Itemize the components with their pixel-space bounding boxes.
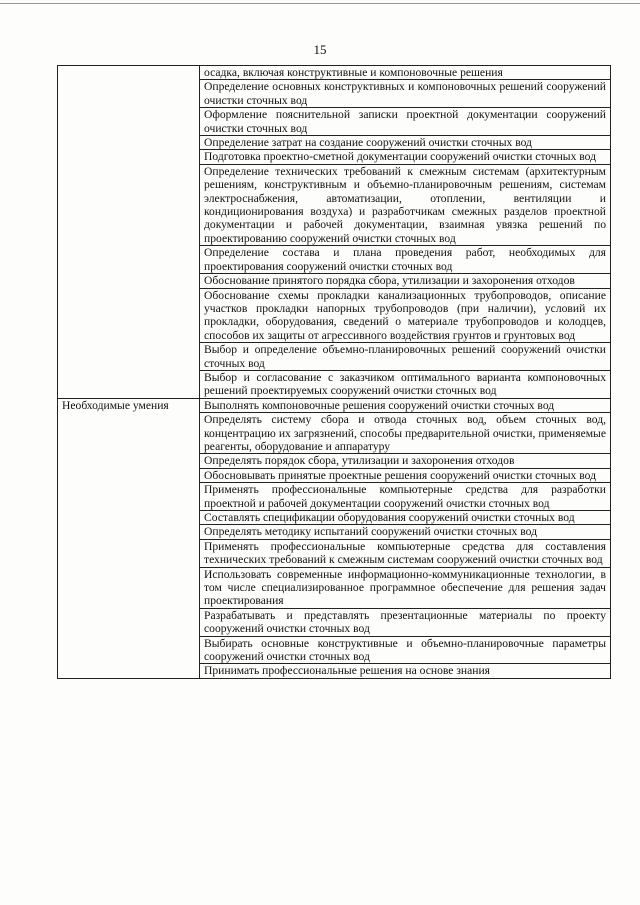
table-cell [200,413,611,454]
cell-text: Принимать профессиональные решения на основе знания [204,664,491,678]
table-cell [200,664,611,678]
table-cell [200,398,611,412]
table-cell [200,454,611,468]
table-cell [200,288,611,343]
table-cell [200,511,611,525]
requirements-table [57,65,611,679]
cell-text: Выполнять компоновочные решения сооружений очистки сточных вод [204,398,555,412]
cell-text: Определять систему сбора и отвода сточных вод, объем сточных вод, концентрацию их загрязнений, способы предварительной очистки, применяемые реагенты, оборудование и аппаратуру [204,413,606,453]
cell-text: Использовать современные информационно-коммуникационные технологии, в том числе специализированное программное обеспечение для решения задач проектирования [204,567,606,608]
table-cell [200,370,611,398]
table-cell [200,164,611,245]
cell-text: Применять профессиональные компьютерные средства для разработки проектной и рабочей документации сооружений очистки сточных вод [204,483,606,510]
cell-text: Обоснование принятого порядка сбора, утилизации и захоронения отходов [204,274,575,288]
table-cell [200,246,611,274]
table-cell [200,636,611,664]
table-cell [200,539,611,567]
table-cell [200,150,611,164]
cell-text: Составлять спецификации оборудования сооружений очистки сточных вод [204,511,575,524]
cell-text: Оформление пояснительной записки проектной документации сооружений очистки сточных вод [204,108,606,135]
cell-text: Выбирать основные конструктивные и объемно-планировочные параметры сооружений очистки сточных вод [204,636,606,664]
cell-text: Разрабатывать и представлять презентационные материалы по проекту сооружений очистки сточных вод [204,608,606,636]
cell-text: Подготовка проектно-сметной документации сооружений очистки сточных вод [204,150,597,164]
scan-top-border [0,3,640,4]
table-cell [200,66,611,80]
cell-text: Определять порядок сбора, утилизации и захоронения отходов [204,454,515,468]
table-row [58,398,611,412]
cell-text: Определять методику испытаний сооружений очистки сточных вод [204,525,537,539]
cell-text: осадка, включая конструктивные и компоновочные решения [204,66,503,79]
table-cell [200,136,611,150]
cell-text: Определение затрат на создание сооружений очистки сточных вод [204,136,532,150]
table-cell [200,608,611,636]
table-cell [200,483,611,511]
table-cell [200,274,611,288]
cell-text: Обосновывать принятые проектные решения сооружений очистки сточных вод [204,468,597,482]
table-cell [200,567,611,608]
table-cell [200,343,611,371]
table-row [58,66,611,80]
cell-text: Выбор и согласование с заказчиком оптимального варианта компоновочных решений проектируемых сооружений очистки сточных вод [204,370,606,398]
cell-text: Обоснование схемы прокладки канализационных трубопроводов, описание участков прокладки напорных трубопроводов (при наличии), условий их прокладки, оборудования, сведений о материале трубопроводов и колодцев, способов их защиты от агрессивного воздействия грунтов и грунтовых вод [204,288,606,342]
table-body [58,66,611,679]
table-cell [200,108,611,136]
cell-text: Применять профессиональные компьютерные средства для составления технических требований к смежным системам сооружений очистки сточных вод [204,539,606,567]
cell-text: Определение состава и плана проведения работ, необходимых для проектирования сооружений очистки сточных вод [204,246,606,273]
table-cell [200,80,611,108]
section-label: Необходимые умения [58,398,200,678]
table-cell [200,468,611,482]
page-number: 15 [313,42,327,57]
cell-text: Определение основных конструктивных и компоновочных решений сооружений очистки сточных вод [204,80,606,107]
table-cell [200,525,611,539]
cell-text: Выбор и определение объемно-планировочных решений сооружений очистки сточных вод [204,343,606,370]
section-label [58,66,200,399]
cell-text: Определение технических требований к смежным системам (архитектурным решениям, конструктивным и объемно-планировочным решениям, системам электроснабжения, автоматизации, отоплении, вентиляции и кондиционирования воздуха) и разработчикам смежных разделов проектной документации и рабочей документации, взаимная увязка решений по проектированию сооружений очистки сточных вод [204,164,606,245]
